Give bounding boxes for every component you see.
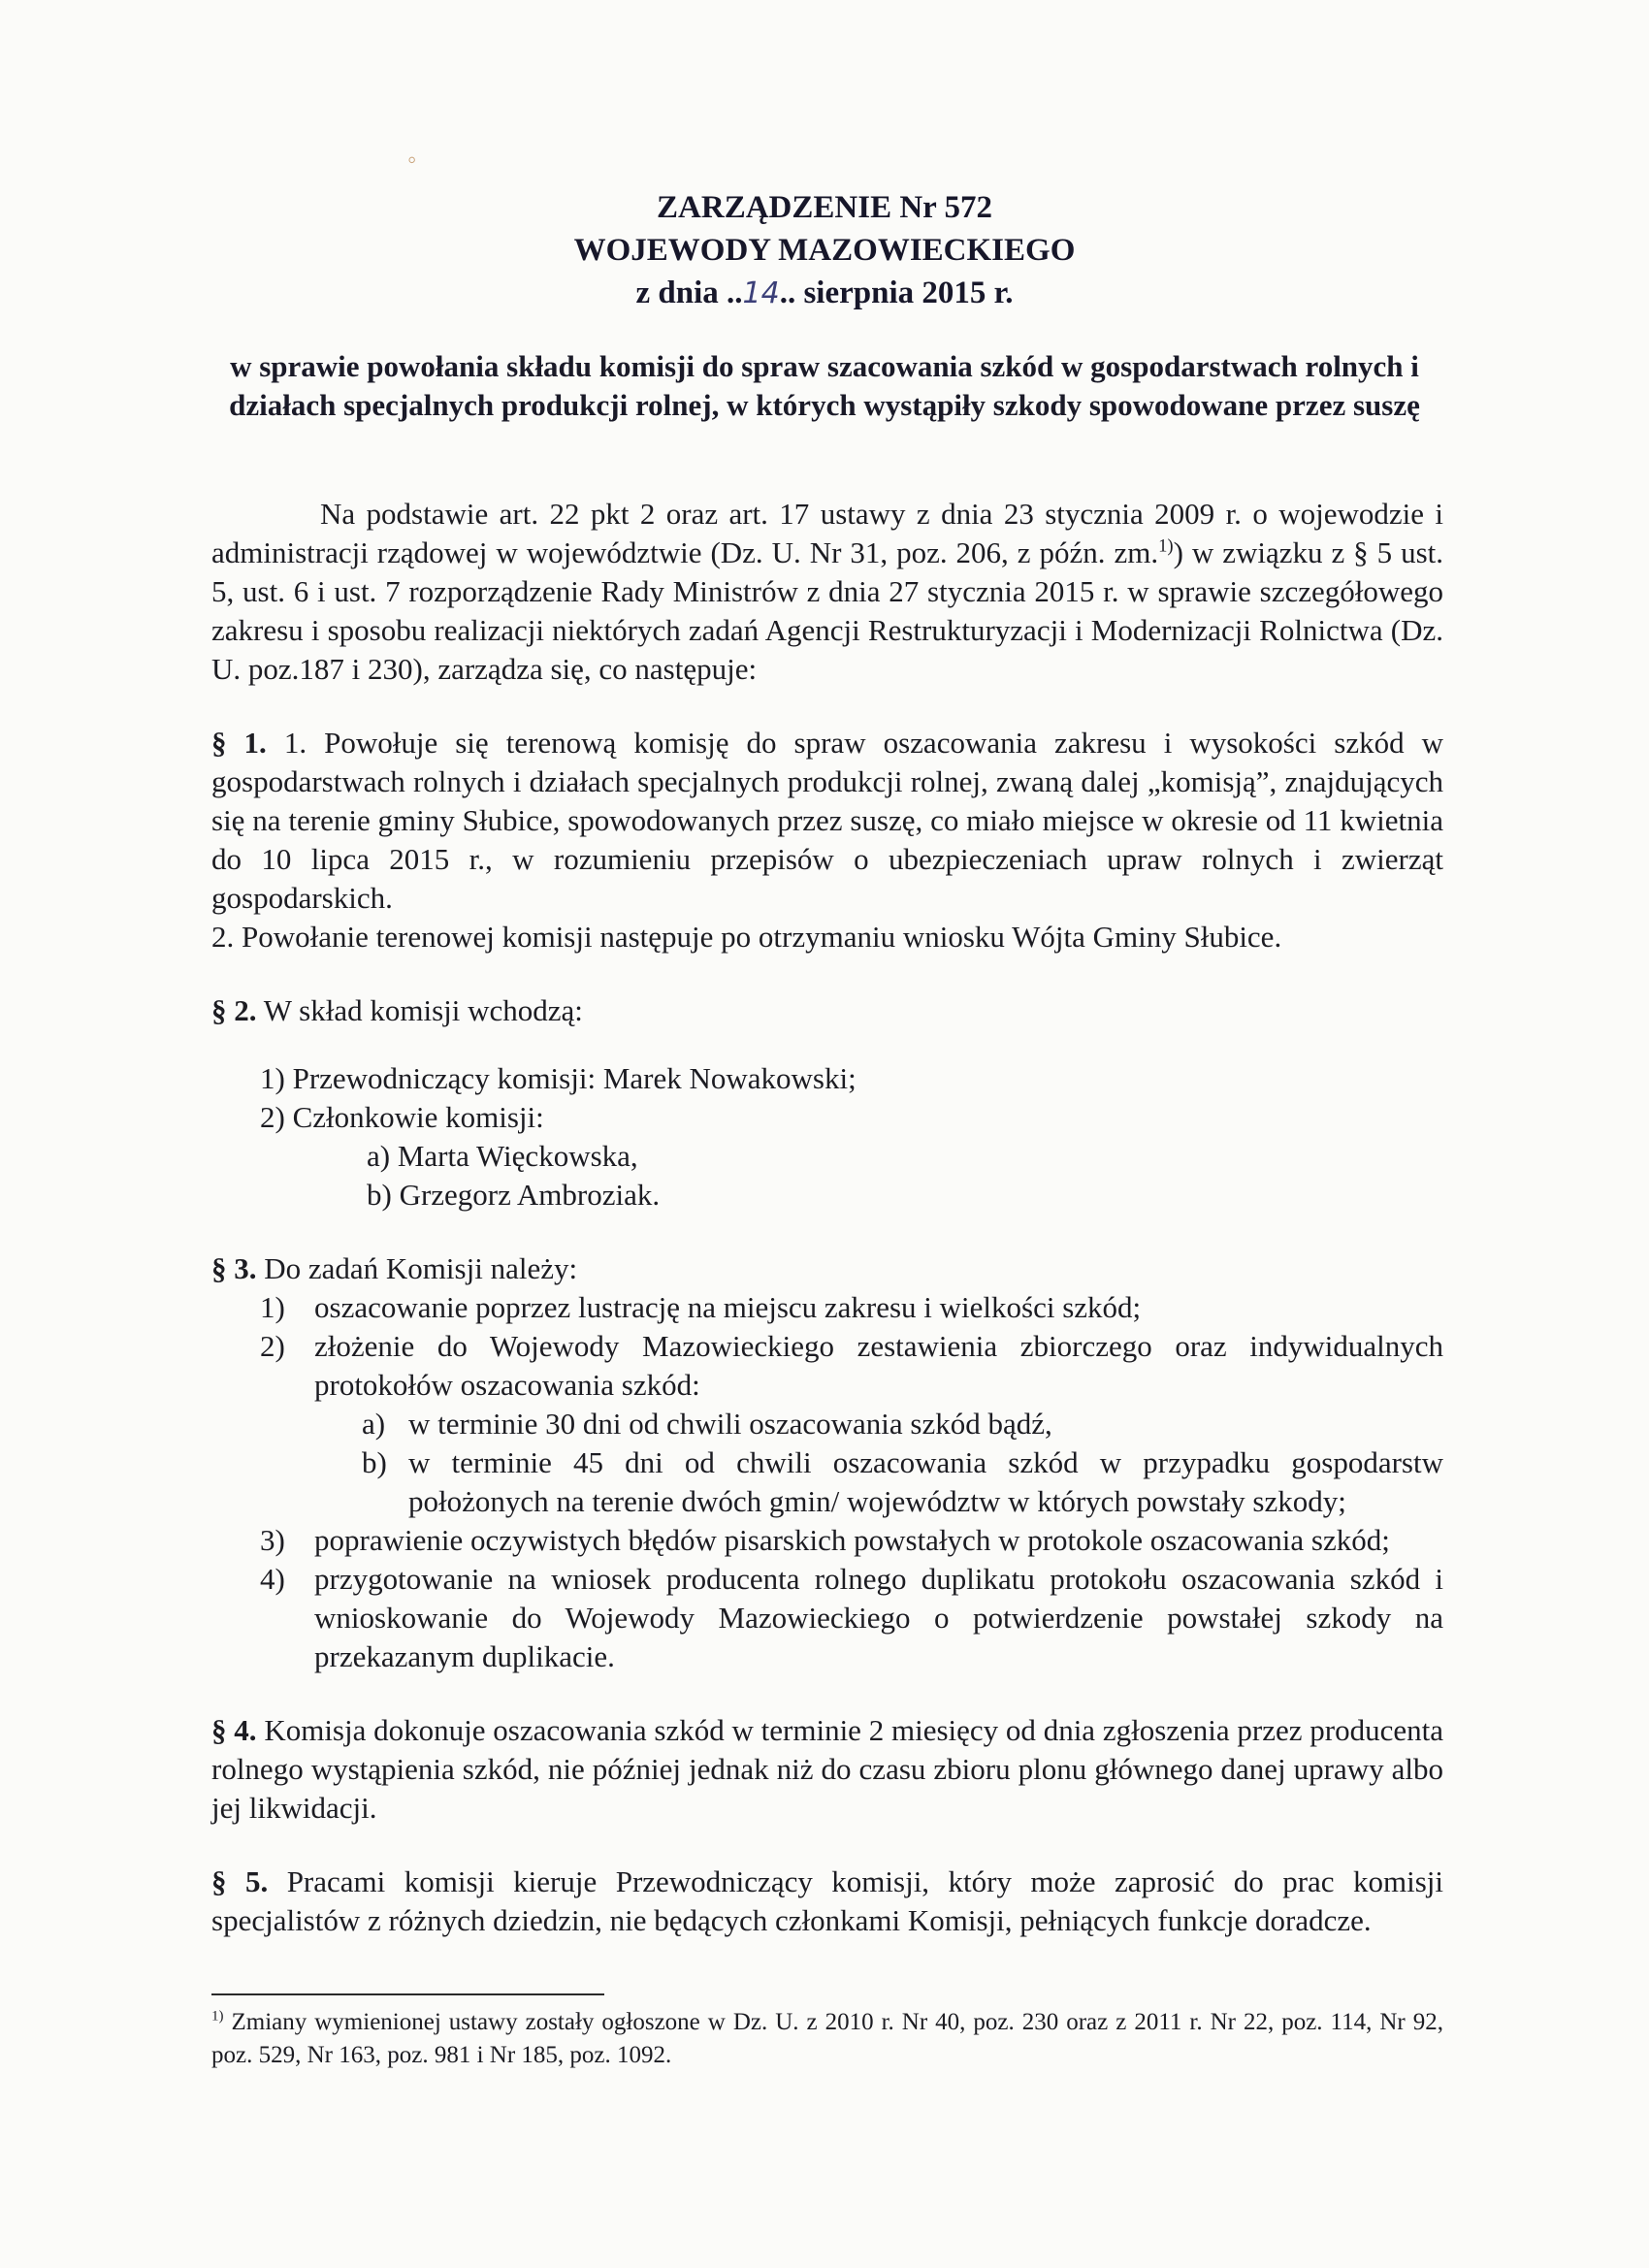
document-subject: w sprawie powołania składu komisji do spraw szacowania szkód w gospodarstwach rolnych i działach specjalnych produkcji rolnej, w których wystąpiły szkody spowodowane przez suszę [229, 349, 1420, 422]
footnote-divider [211, 1993, 604, 1995]
section-1-para-2: 2. Powołanie terenowej komisji następuje po otrzymaniu wniosku Wójta Gminy Słubice. [211, 920, 1282, 954]
section-3-heading: § 3. Do zadań Komisji należy: [211, 1251, 578, 1285]
footnote: $^{1)}$ Zmiany wymienionej ustawy zostały ogłoszone w Dz. U. z 2010 r. Nr 40, poz. 230 oraz z 2011 r. Nr 22, poz. 114, Nr 92, poz. 529, Nr 163, poz. 981 i Nr 185, poz. 1092. [211, 2008, 1443, 2068]
section-1-label: § 1. [211, 726, 267, 760]
member-1: a) Marta Więckowska, [367, 1139, 638, 1173]
chairman: 1) Przewodniczący komisji: Marek Nowakowski; [260, 1061, 857, 1095]
task-subitem: b) w terminie 45 dni od chwili oszacowania szkód w przypadku gospodarstw położonych na terenie dwóch gmin/ województw w których powstały szkody; [362, 1445, 1443, 1518]
document-title: ZARZĄDZENIE Nr 572 [657, 190, 992, 225]
document-date: z dnia ..14.. sierpnia 2015 r. [635, 275, 1014, 310]
task-item: 4) przygotowanie na wniosek producenta rolnego duplikatu protokołu oszacowania szkód i wnioskowanie do Wojewody Mazowieckiego o potwierdzenie powstałej szkody na przekazanym duplikacie. [260, 1562, 1443, 1673]
section-4: § 4. Komisja dokonuje oszacowania szkód w terminie 2 miesięcy od dnia zgłoszenia przez producenta rolnego wystąpienia szkód, nie później jednak niż do czasu zbioru plonu głównego danej uprawy albo jej likwidacji. [211, 1713, 1444, 1825]
section-5: § 5. Pracami komisji kieruje Przewodniczący komisji, który może zaprosić do prac komisji specjalistów z różnych dziedzin, nie będących członkami Komisji, pełniących funkcje doradcze. [211, 1864, 1444, 1937]
section-1-para-1: § 1. 1. Powołuje się terenową komisję do spraw oszacowania zakresu i wysokości szkód w gospodarstwach rolnych i działach specjalnych produkcji rolnej, zwaną dalej „komisją”, znajdujących się na terenie gminy Słubice, spowodowanych przez suszę, co miało miejsce w okresie od 11 kwietnia do 10 lipca 2015 r., w rozumieniu przepisów o ubezpieczeniach upraw rolnych i zwierząt gospodarskich. [211, 726, 1443, 915]
task-item: 2) złożenie do Wojewody Mazowieckiego zestawienia zbiorczego oraz indywidualnych protokołów oszacowania szkód: [260, 1329, 1443, 1402]
legal-basis: Na podstawie art. 22 pkt 2 oraz art. 17 ustawy z dnia 23 stycznia 2009 r. o wojewodzie i administracji rządowej w województwie (Dz. U. Nr 31, poz. 206, z późn. zm.$^{1)}$) w związku z § 5 ust. 5, ust. 6 i ust. 7 rozporządzenie Rady Ministrów z dnia 27 stycznia 2015 r. w sprawie szczegółowego zakresu i sposobu realizacji niektórych zadań Agencji Restrukturyzacji i Modernizacji Rolnictwa (Dz. U. poz.187 i 230), zarządza się, co następuje: [211, 497, 1443, 686]
members-heading: 2) Członkowie komisji: [260, 1100, 544, 1134]
task-item: 3) poprawienie oczywistych błędów pisarskich powstałych w protokole oszacowania szkód; [260, 1523, 1390, 1557]
task-item: 1) oszacowanie poprzez lustrację na miejscu zakresu i wielkości szkód; [260, 1290, 1142, 1324]
document-body [211, 495, 1443, 1940]
footnote-ref: 1) [1158, 535, 1174, 557]
handwritten-day: 14 [742, 276, 780, 310]
section-2-heading: § 2. W skład komisji wchodzą: [211, 993, 583, 1027]
document-header [0, 186, 1649, 315]
member-2: b) Grzegorz Ambroziak. [367, 1178, 661, 1212]
margin-mark: ◦ [407, 146, 417, 174]
issuer: WOJEWODY MAZOWIECKIEGO [573, 233, 1076, 268]
task-subitem: a) w terminie 30 dni od chwili oszacowania szkód bądź, [362, 1407, 1052, 1441]
